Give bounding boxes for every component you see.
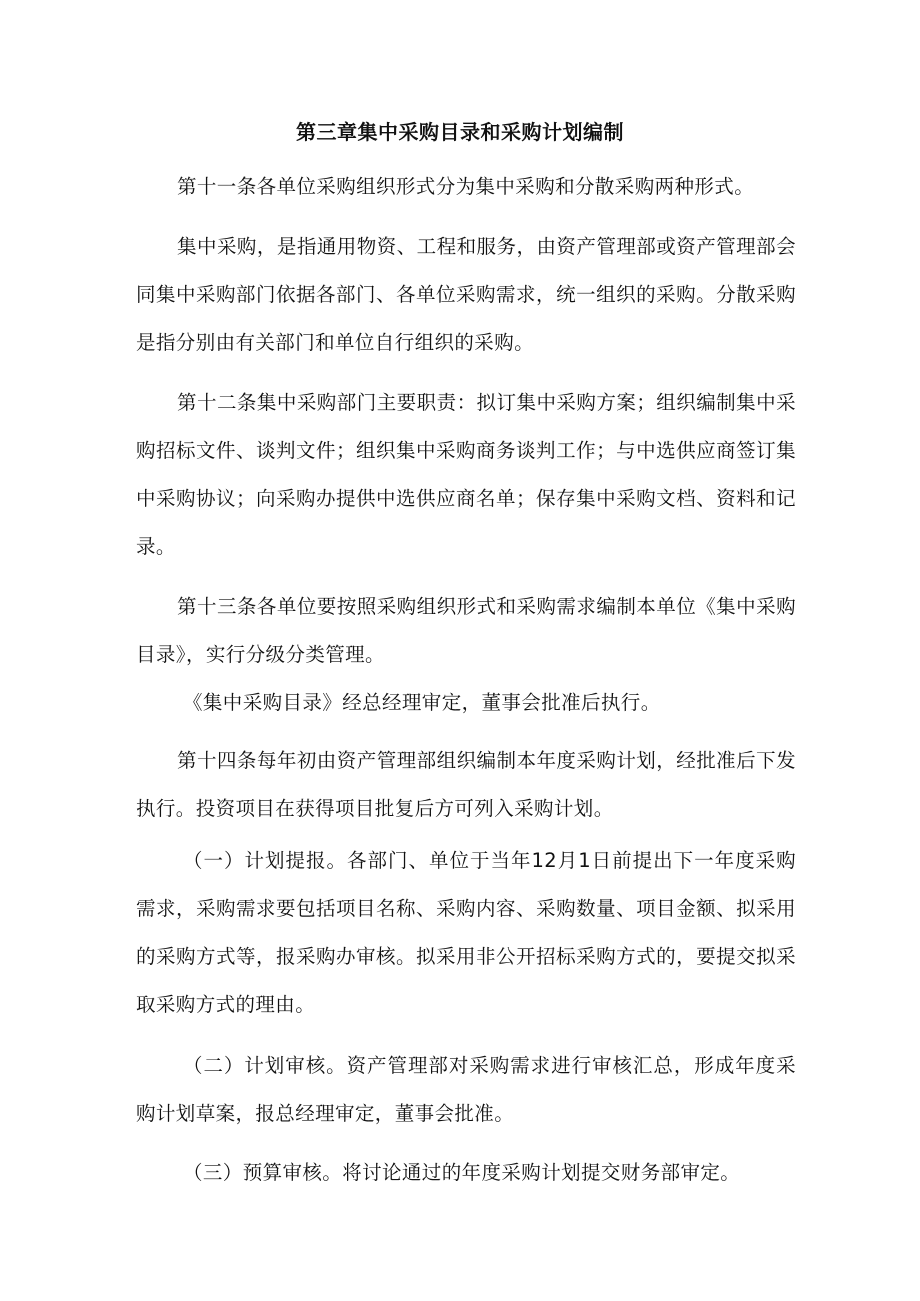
paragraph-budget-review: （三）预算审核。将讨论通过的年度采购计划提交财务部审定。 [183,1161,741,1184]
paragraph-plan-review: （二）计划审核。资产管理部对采购需求进行审核汇总，形成年度采购计划草案，报总经理审定，董事会批准。 [136,1054,796,1125]
paragraph-plan-submission: （一）计划提报。各部门、单位于当年12月1日前提出下一年度采购需求，采购需求要包括项目名称、采购内容、采购数量、项目金额、拟采用的采购方式等，报采购办审核。拟采用非公开招标采购方式的，要提交拟采取采购方式的理由。 [136,849,796,1016]
paragraph-article-11: 第十一条各单位采购组织形式分为集中采购和分散采购两种形式。 [177,175,755,198]
paragraph-article-12: 第十二条集中采购部门主要职责：拟订集中采购方案；组织编制集中采购招标文件、谈判文件；组织集中采购商务谈判工作；与中选供应商签订集中采购协议；向采购办提供中选供应商名单；保存集中采购文档、资料和记录。 [136,391,796,558]
paragraph-article-13: 第十三条各单位要按照采购组织形式和采购需求编制本单位《集中采购目录》，实行分级分类管理。 [136,595,796,666]
chapter-title: 第三章集中采购目录和采购计划编制 [296,120,624,144]
paragraph-catalog-approval: 《集中采购目录》经总经理审定，董事会批准后执行。 [183,691,661,714]
paragraph-centralized-procurement-definition: 集中采购，是指通用物资、工程和服务，由资产管理部或资产管理部会同集中采购部门依据各部门、各单位采购需求，统一组织的采购。分散采购是指分别由有关部门和单位自行组织的采购。 [136,235,796,354]
paragraph-article-14: 第十四条每年初由资产管理部组织编制本年度采购计划，经批准后下发执行。投资项目在获得项目批复后方可列入采购计划。 [136,749,796,820]
